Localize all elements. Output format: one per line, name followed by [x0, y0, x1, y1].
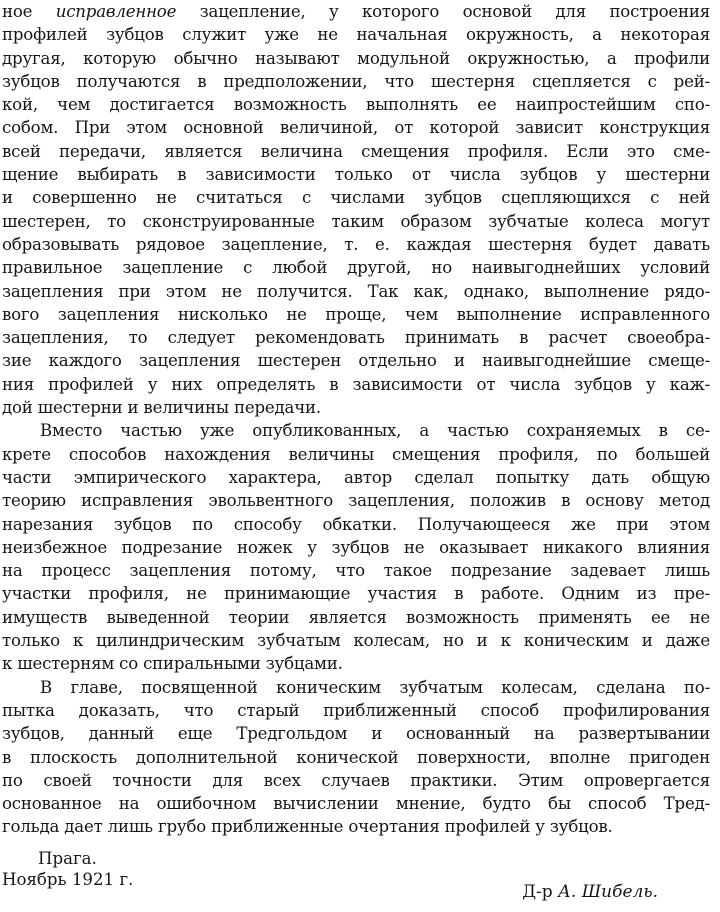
text-line: зие каждого зацепления шестерен отдельно и наивыгоднейшие смеще- — [2, 351, 710, 371]
text-line: вого зацепления нисколько не проще, чем выполнение исправленного — [2, 304, 710, 324]
text-line: образовывать рядовое зацепление, т. е. каждая шестерня будет давать — [2, 234, 710, 254]
signature-prefix: Д-р — [522, 882, 559, 902]
text-line: нарезания зубцов по способу обкатки. Получающееся же при этом — [2, 514, 710, 534]
text-line: шестерен, то сконструированные таким образом зубчатые колеса могут — [2, 211, 710, 231]
text-line: зацепления при этом не получится. Так как, однако, выполнение рядо- — [2, 281, 710, 301]
text-line: зубцов получаются в предположении, что шестерня сцепляется с рей- — [2, 71, 710, 91]
text-line: зацепления, то следует рекомендовать принимать в расчет своеобра- — [2, 328, 710, 348]
text-line: только к цилиндрическим зубчатым колесам, но и к коническим и даже — [2, 631, 710, 651]
text-line: на процесс зацепления потому, что такое подрезание задевает лишь — [2, 561, 710, 581]
text-line: по своей точности для всех случаев практики. Этим опровергается — [2, 770, 710, 790]
body-text — [2, 0, 710, 839]
author-signature — [522, 881, 658, 903]
paragraph — [2, 419, 710, 675]
text-line: неизбежное подрезание ножек у зубцов не оказывает никакого влияния — [2, 537, 710, 557]
text-line: дой шестерни и величины передачи. — [2, 398, 321, 418]
text-line: кой, чем достигается возможность выполнять ее наипростейшим спо- — [2, 95, 710, 115]
paragraph — [2, 0, 710, 419]
text-line: основанное на ошибочном вычислении мнение, будто бы способ Тред- — [2, 794, 710, 814]
text-line: к шестерням со спиральными зубцами. — [2, 654, 343, 674]
text-line: пытка доказать, что старый приближенный способ профилирования — [2, 700, 710, 720]
text-line: зубцов, данный еще Тредгольдом и основанный на развертывании — [2, 724, 710, 744]
emphasized-term: исправленное — [55, 2, 177, 21]
text-line: участки профиля, не принимающие участия в работе. Одним из пре- — [2, 584, 710, 604]
text-line: и совершенно не считаться с числами зубцов сцепляющихся с ней — [2, 188, 710, 208]
signature-name: А. Шибель. — [558, 882, 658, 902]
text-line: собом. При этом основной величиной, от которой зависит конструкция — [2, 118, 710, 138]
text-line: В главе, посвященной коническим зубчатым колесам, сделана по- — [40, 677, 710, 697]
text-run: зацепление, у которого основой для построения — [176, 2, 710, 21]
text-run: ное — [2, 2, 56, 21]
text-line: всей передачи, является величина смещения профиля. Если это сме- — [2, 141, 710, 161]
text-line: Вместо частью уже опубликованных, а частью сохраняемых в се- — [40, 421, 710, 441]
text-line: крете способов нахождения величины смещения профиля, по большей — [2, 444, 710, 464]
text-line: правильное зацепление с любой другой, но наивыгоднейших условий — [2, 258, 710, 278]
text-line: теорию исправления эвольвентного зацепления, положив в основу метод — [2, 491, 710, 511]
text-line: в плоскость дополнительной конической поверхности, вполне пригоден — [2, 747, 710, 767]
text-line — [2, 0, 710, 23]
paragraph — [2, 676, 710, 839]
text-line: другая, которую обычно называют модульной окружностью, а профили — [2, 48, 710, 68]
text-line: гольда дает лишь грубо приближенные очертания профилей у зубцов. — [2, 817, 613, 837]
text-line: ния профилей у них определять в зависимости от числа зубцов у каж- — [2, 374, 710, 394]
text-line: части эмпирического характера, автор сделал попытку дать общую — [2, 467, 710, 487]
text-line: щение выбирать в зависимости только от числа зубцов у шестерни — [2, 165, 710, 185]
text-line: профилей зубцов служит уже не начальная окружность, а некоторая — [2, 25, 710, 45]
closing-date: Ноябрь 1921 г. — [2, 870, 134, 889]
text-line: имуществ выведенной теории является возможность применять ее не — [2, 607, 710, 627]
closing-place: Прага. — [38, 849, 97, 868]
